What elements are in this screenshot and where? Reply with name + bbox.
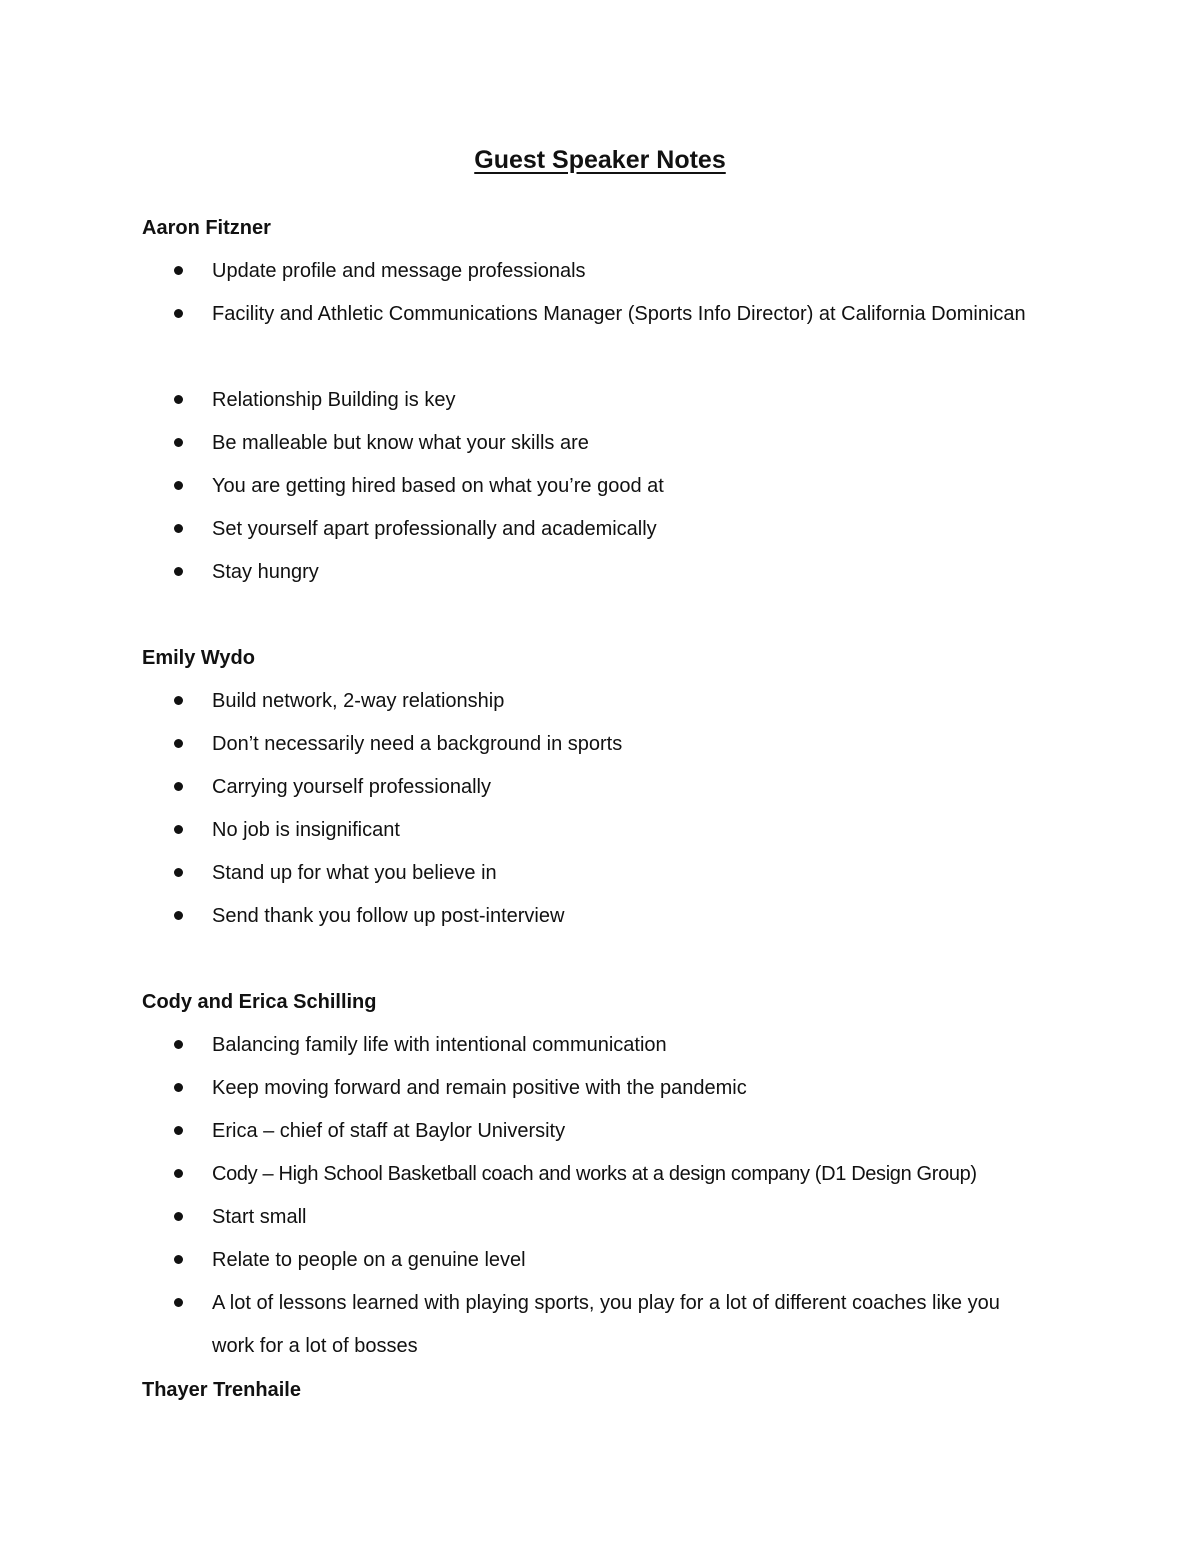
list-item-text: No job is insignificant bbox=[212, 819, 400, 841]
list-item bbox=[142, 680, 1062, 723]
list-item bbox=[142, 766, 1062, 809]
list-item bbox=[142, 1239, 1062, 1282]
list-item-text: Update profile and message professionals bbox=[212, 260, 586, 282]
bullet-icon bbox=[174, 266, 183, 275]
bullet-icon bbox=[174, 524, 183, 533]
bullet-icon bbox=[174, 1083, 183, 1092]
list-item bbox=[142, 895, 1062, 938]
bullet-icon bbox=[174, 567, 183, 576]
list-item-text: You are getting hired based on what you’re good at bbox=[212, 475, 664, 497]
bullet-icon bbox=[174, 825, 183, 834]
list-item-text: Keep moving forward and remain positive with the pandemic bbox=[212, 1077, 747, 1099]
list-item-text: Cody – High School Basketball coach and works at a design company (D1 Design Group) bbox=[212, 1163, 977, 1185]
speaker-name: Aaron Fitzner bbox=[142, 217, 271, 239]
bullet-icon bbox=[174, 395, 183, 404]
list-item bbox=[142, 379, 1062, 422]
list-item bbox=[142, 293, 1062, 336]
bullet-icon bbox=[174, 1255, 183, 1264]
bullet-icon bbox=[174, 868, 183, 877]
bullet-icon bbox=[174, 481, 183, 490]
page-title bbox=[0, 141, 1200, 179]
list-item bbox=[142, 422, 1062, 465]
bullet-icon bbox=[174, 1126, 183, 1135]
list-item-text: Relate to people on a genuine level bbox=[212, 1249, 526, 1271]
list-item-text: Build network, 2-way relationship bbox=[212, 690, 505, 712]
list-item-text: A lot of lessons learned with playing sports, you play for a lot of different coaches like you work for a lot of bosses bbox=[212, 1292, 1000, 1357]
list-item bbox=[142, 1196, 1062, 1239]
speaker-name: Thayer Trenhaile bbox=[142, 1379, 301, 1401]
list-item-text: Set yourself apart professionally and academically bbox=[212, 518, 657, 540]
list-item-text: Stand up for what you believe in bbox=[212, 862, 497, 884]
list-item bbox=[142, 465, 1062, 508]
bullet-icon bbox=[174, 1298, 183, 1307]
list-item bbox=[142, 1024, 1062, 1067]
bullet-icon bbox=[174, 739, 183, 748]
list-item bbox=[142, 809, 1062, 852]
list-item bbox=[142, 551, 1062, 594]
list-item-text: Start small bbox=[212, 1206, 307, 1228]
bullet-icon bbox=[174, 1169, 183, 1178]
list-item bbox=[142, 1067, 1062, 1110]
bullet-icon bbox=[174, 696, 183, 705]
list-item-text: Don’t necessarily need a background in sports bbox=[212, 733, 623, 755]
list-item bbox=[142, 852, 1062, 895]
list-item bbox=[142, 1153, 1062, 1196]
list-item-text: Stay hungry bbox=[212, 561, 319, 583]
bullet-icon bbox=[174, 782, 183, 791]
list-item bbox=[142, 723, 1062, 766]
speaker-name: Cody and Erica Schilling bbox=[142, 991, 377, 1013]
list-item bbox=[142, 1110, 1062, 1153]
list-item bbox=[142, 1282, 1062, 1368]
page-title-text: Guest Speaker Notes bbox=[474, 146, 726, 174]
bullet-icon bbox=[174, 438, 183, 447]
list-item bbox=[142, 250, 1062, 293]
bullet-icon bbox=[174, 1212, 183, 1221]
list-item-text: Balancing family life with intentional communication bbox=[212, 1034, 667, 1056]
list-item-text: Send thank you follow up post-interview bbox=[212, 905, 565, 927]
bullet-icon bbox=[174, 1040, 183, 1049]
list-item-text: Relationship Building is key bbox=[212, 389, 456, 411]
speaker-name: Emily Wydo bbox=[142, 647, 255, 669]
list-item-text: Be malleable but know what your skills are bbox=[212, 432, 589, 454]
bullet-icon bbox=[174, 911, 183, 920]
list-item-text: Facility and Athletic Communications Manager (Sports Info Director) at California Dominican bbox=[212, 303, 1026, 325]
bullet-icon bbox=[174, 309, 183, 318]
list-item-text: Carrying yourself professionally bbox=[212, 776, 492, 798]
list-item-text: Erica – chief of staff at Baylor University bbox=[212, 1120, 566, 1142]
list-item bbox=[142, 508, 1062, 551]
